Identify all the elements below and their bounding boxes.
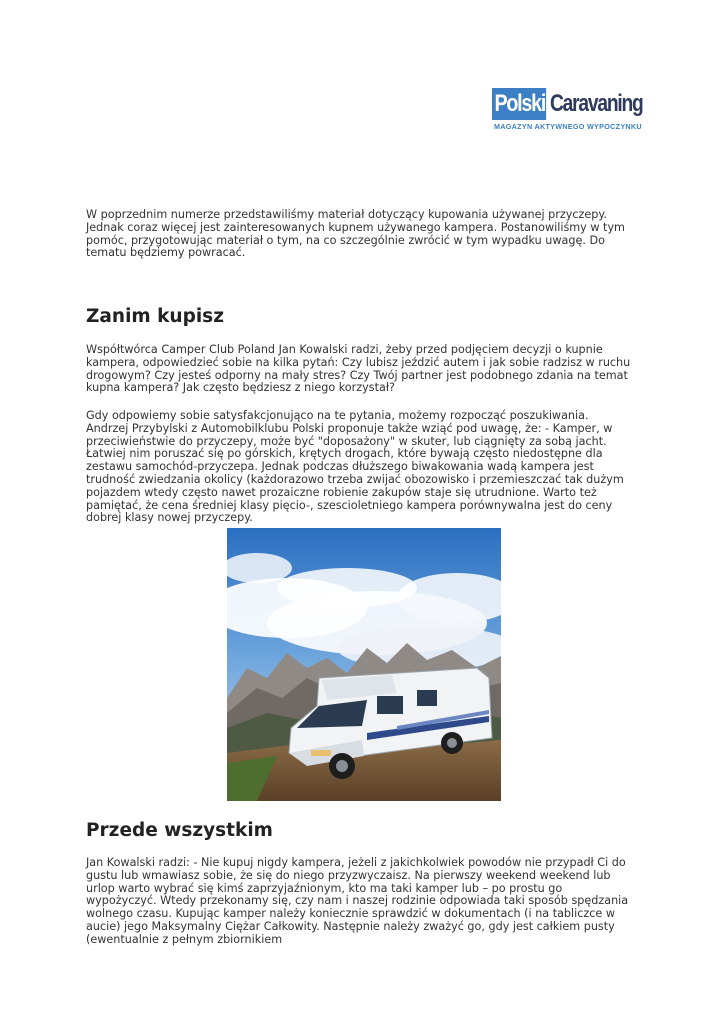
logo-brand-right: Caravaning [550,90,643,117]
logo-brand-left: Polski [492,88,546,120]
logo-tagline: MAGAZYN AKTYWNEGO WYPOCZYNKU [494,122,642,131]
section-heading-zanim-kupisz: Zanim kupisz [86,306,224,327]
camper-photo [227,528,501,801]
section-heading-przede-wszystkim: Przede wszystkim [86,820,273,841]
section1-paragraph-2: Gdy odpowiemy sobie satysfakcjonująco na te pytania, możemy rozpocząć poszukiwania. Andrzej Przybylski z Automobilklubu Polski proponuje także wziąć pod uwagę, że: - Kamper, w przeciwieństwie do przyczepy, może być "doposażony" w skuter, lub ciągnięty za sobą jacht. Łatwiej nim poruszać się po górskich, krętych drogach, które bywają często niedostępne dla zestawu samochód-przyczepa. Jednak podczas dłuższego biwakowania wadą kampera jest trudność zwiedzania okolicy (każdorazowo trzeba zwijać obozowisko i przemieszczać tak dużym pojazdem wtedy często nawet prozaiczne robienie zakupów staje się utrudnione. Warto też pamiętać, że cena średniej klasy pięcio-, szescioletniego kampera porównywalna jest do ceny dobrej klasy nowej przyczepy. [86,409,624,525]
intro-paragraph: W poprzednim numerze przedstawiliśmy materiał dotyczący kupowania używanej przyczepy. Jednak coraz więcej jest zainteresowanych kupnem używanego kampera. Postanowiliśmy w tym pomóc, przygotowując materiał o tym, na co szczególnie zwrócić w tym wypadku uwagę. Do tematu będziemy powracać. [86,208,625,260]
section2-paragraph-1: Jan Kowalski radzi: - Nie kupuj nigdy kampera, jeżeli z jakichkolwiek powodów nie przypadł Ci do gustu lub wmawiasz sobie, że się do niego przyzwyczaisz. Na pierwszy weekend weekend lub urlop warto wybrać się kimś zaprzyjaźnionym, kto ma taki kamper lub – po prostu go wypożyczyć. Wtedy przekonamy się, czy nam i naszej rodzinie odpowiada taki sposób spędzania wolnego czasu. Kupując kamper należy koniecznie sprawdzić w dokumentach (i na tabliczce w aucie) jego Maksymalny Ciężar Całkowity. Następnie należy zważyć go, gdy jest całkiem pusty (ewentualnie z pełnym zbiornikiem [86,856,629,946]
magazine-logo [492,88,643,132]
section1-paragraph-1: Współtwórca Camper Club Poland Jan Kowalski radzi, żeby przed podjęciem decyzji o kupnie kampera, odpowiedzieć sobie na kilka pytań: Czy lubisz jeździć autem i jak sobie radzisz w ruchu drogowym? Czy jesteś odporny na mały stres? Czy Twój partner jest podobnego zdania na temat kupna kampera? Jak często będziesz z niego korzystał? [86,343,631,395]
logo-wordmark [492,88,643,120]
